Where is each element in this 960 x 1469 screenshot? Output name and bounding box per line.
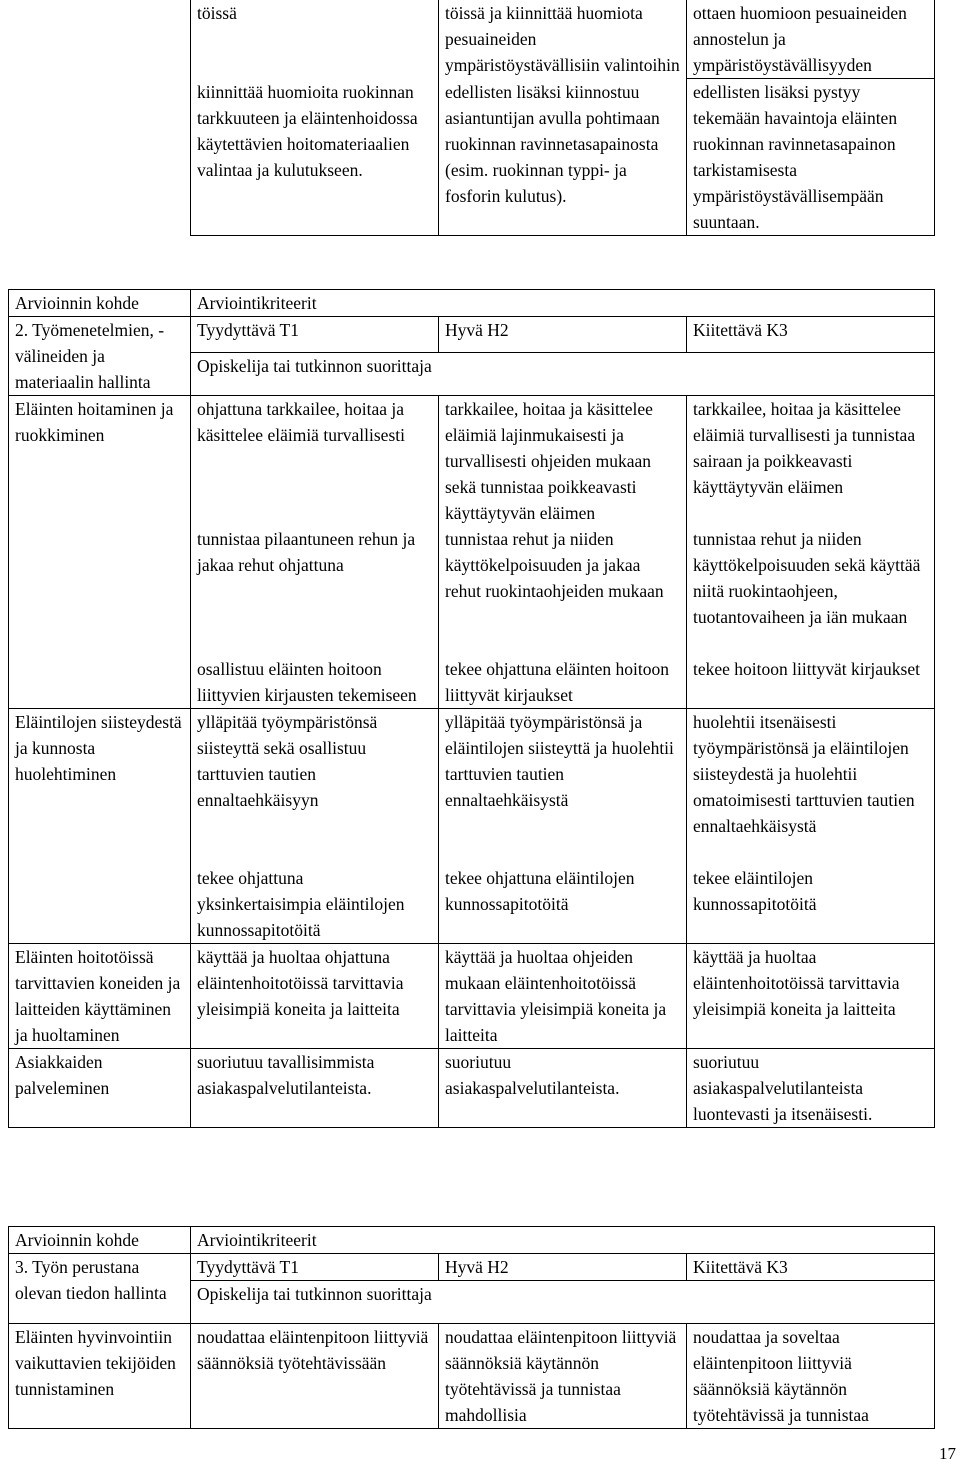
header-kriteerit: Arviointikriteerit xyxy=(191,290,935,317)
section-title: 2. Työmenetelmien, -välineiden ja materiaalin hallinta xyxy=(9,317,191,396)
continued-criteria-table xyxy=(190,0,934,236)
section-2-table xyxy=(8,289,935,1128)
t1-cell: käyttää ja huoltaa ohjattuna eläintenhoitotöissä tarvittavia yleisimpiä koneita ja laitteita xyxy=(191,944,439,1049)
table-cell: töissä ja kiinnittää huomiota pesuaineiden ympäristöystävällisiin valintoihin xyxy=(439,0,687,79)
k3-cell: huolehtii itsenäisesti työympäristönsä ja eläintilojen siisteydestä ja huolehtii omatoimisesti tarttuvien tautien ennaltaehkäisystä xyxy=(687,709,935,866)
header-kriteerit: Arviointikriteerit xyxy=(191,1227,935,1254)
grade-h2: Hyvä H2 xyxy=(439,1254,687,1281)
k3-cell: tunnistaa rehut ja niiden käyttökelpoisuuden sekä käyttää niitä ruokintaohjeen, tuotantovaiheen ja iän mukaan xyxy=(687,526,935,656)
table-row xyxy=(9,1254,935,1281)
h2-cell: käyttää ja huoltaa ohjeiden mukaan eläintenhoitotöissä tarvittavia yleisimpiä koneita ja laitteita xyxy=(439,944,687,1049)
t1-cell: noudattaa eläintenpitoon liittyviä säännöksiä työtehtävissään xyxy=(191,1324,439,1429)
t1-cell: tunnistaa pilaantuneen rehun ja jakaa rehut ohjattuna xyxy=(191,526,439,656)
h2-cell: tunnistaa rehut ja niiden käyttökelpoisuuden ja jakaa rehut ruokintaohjeiden mukaan xyxy=(439,526,687,656)
table-row xyxy=(9,944,935,1049)
section-3-table xyxy=(8,1226,935,1429)
page-number: 17 xyxy=(939,1444,956,1463)
table-row xyxy=(9,317,935,353)
table-row xyxy=(9,865,935,944)
table-row xyxy=(191,0,935,79)
t1-cell: tekee ohjattuna yksinkertaisimpia eläintilojen kunnossapitotöitä xyxy=(191,865,439,944)
table-row xyxy=(9,526,935,656)
table-row xyxy=(191,79,935,236)
t1-cell: ylläpitää työympäristönsä siisteyttä sekä osallistuu tarttuvien tautien ennaltaehkäisyyn xyxy=(191,709,439,866)
t1-cell: osallistuu eläinten hoitoon liittyvien kirjausten tekemiseen xyxy=(191,656,439,709)
grade-t1: Tyydyttävä T1 xyxy=(191,317,439,353)
subject-line: Opiskelija tai tutkinnon suorittaja xyxy=(191,1281,935,1324)
header-kohde: Arvioinnin kohde xyxy=(9,290,191,317)
table-row xyxy=(9,709,935,866)
table-cell: kiinnittää huomioita ruokinnan tarkkuuteen ja eläintenhoidossa käytettävien hoitomateriaalien valintaa ja kulutukseen. xyxy=(191,79,439,236)
kohde-cell xyxy=(9,526,191,656)
subject-line: Opiskelija tai tutkinnon suorittaja xyxy=(191,353,935,396)
table-row xyxy=(9,396,935,527)
table-row xyxy=(9,1324,935,1429)
kohde-cell: Eläinten hoitotöissä tarvittavien koneiden ja laitteiden käyttäminen ja huoltaminen xyxy=(9,944,191,1049)
kohde-cell: Eläinten hyvinvointiin vaikuttavien tekijöiden tunnistaminen xyxy=(9,1324,191,1429)
table-cell: töissä xyxy=(191,0,439,79)
h2-cell: tekee ohjattuna eläintilojen kunnossapitotöitä xyxy=(439,865,687,944)
kohde-cell: Eläinten hoitaminen ja ruokkiminen xyxy=(9,396,191,527)
k3-cell: tarkkailee, hoitaa ja käsittelee eläimiä turvallisesti ja tunnistaa sairaan ja poikkeavasti käyttäytyvän eläimen xyxy=(687,396,935,527)
k3-cell: käyttää ja huoltaa eläintenhoitotöissä tarvittavia yleisimpiä koneita ja laitteita xyxy=(687,944,935,1049)
table-row xyxy=(9,656,935,709)
table-header-row xyxy=(9,290,935,317)
table-header-row xyxy=(9,1227,935,1254)
h2-cell: tekee ohjattuna eläinten hoitoon liittyvät kirjaukset xyxy=(439,656,687,709)
table-cell: ottaen huomioon pesuaineiden annostelun ja ympäristöystävällisyyden xyxy=(687,0,935,79)
table-cell: edellisten lisäksi kiinnostuu asiantuntijan avulla pohtimaan ruokinnan ravinnetasapainosta (esim. ruokinnan typpi- ja fosforin kulutus). xyxy=(439,79,687,236)
grade-k3: Kiitettävä K3 xyxy=(687,1254,935,1281)
h2-cell: suoriutuu asiakaspalvelutilanteista. xyxy=(439,1049,687,1128)
section-title: 3. Työn perustana olevan tiedon hallinta xyxy=(9,1254,191,1324)
h2-cell: ylläpitää työympäristönsä ja eläintilojen siisteyttä ja huolehtii tarttuvien tautien ennaltaehkäisystä xyxy=(439,709,687,866)
k3-cell: tekee hoitoon liittyvät kirjaukset xyxy=(687,656,935,709)
table-cell: edellisten lisäksi pystyy tekemään havaintoja eläinten ruokinnan ravinnetasapainon tarkistamisesta ympäristöystävällisempään suuntaan. xyxy=(687,79,935,236)
header-kohde: Arvioinnin kohde xyxy=(9,1227,191,1254)
kohde-cell: Eläintilojen siisteydestä ja kunnosta huolehtiminen xyxy=(9,709,191,866)
t1-cell: ohjattuna tarkkailee, hoitaa ja käsittelee eläimiä turvallisesti xyxy=(191,396,439,527)
grade-h2: Hyvä H2 xyxy=(439,317,687,353)
table-row xyxy=(9,1049,935,1128)
h2-cell: tarkkailee, hoitaa ja käsittelee eläimiä lajinmukaisesti ja turvallisesti ohjeiden mukaan sekä tunnistaa poikkeavasti käyttäytyvän eläimen xyxy=(439,396,687,527)
k3-cell: tekee eläintilojen kunnossapitotöitä xyxy=(687,865,935,944)
kohde-cell xyxy=(9,865,191,944)
grade-k3: Kiitettävä K3 xyxy=(687,317,935,353)
t1-cell: suoriutuu tavallisimmista asiakaspalvelutilanteista. xyxy=(191,1049,439,1128)
h2-cell: noudattaa eläintenpitoon liittyviä säännöksiä käytännön työtehtävissä ja tunnistaa mahdollisia xyxy=(439,1324,687,1429)
kohde-cell xyxy=(9,656,191,709)
k3-cell: noudattaa ja soveltaa eläintenpitoon liittyviä säännöksiä käytännön työtehtävissä ja tunnistaa xyxy=(687,1324,935,1429)
kohde-cell: Asiakkaiden palveleminen xyxy=(9,1049,191,1128)
k3-cell: suoriutuu asiakaspalvelutilanteista luontevasti ja itsenäisesti. xyxy=(687,1049,935,1128)
grade-t1: Tyydyttävä T1 xyxy=(191,1254,439,1281)
